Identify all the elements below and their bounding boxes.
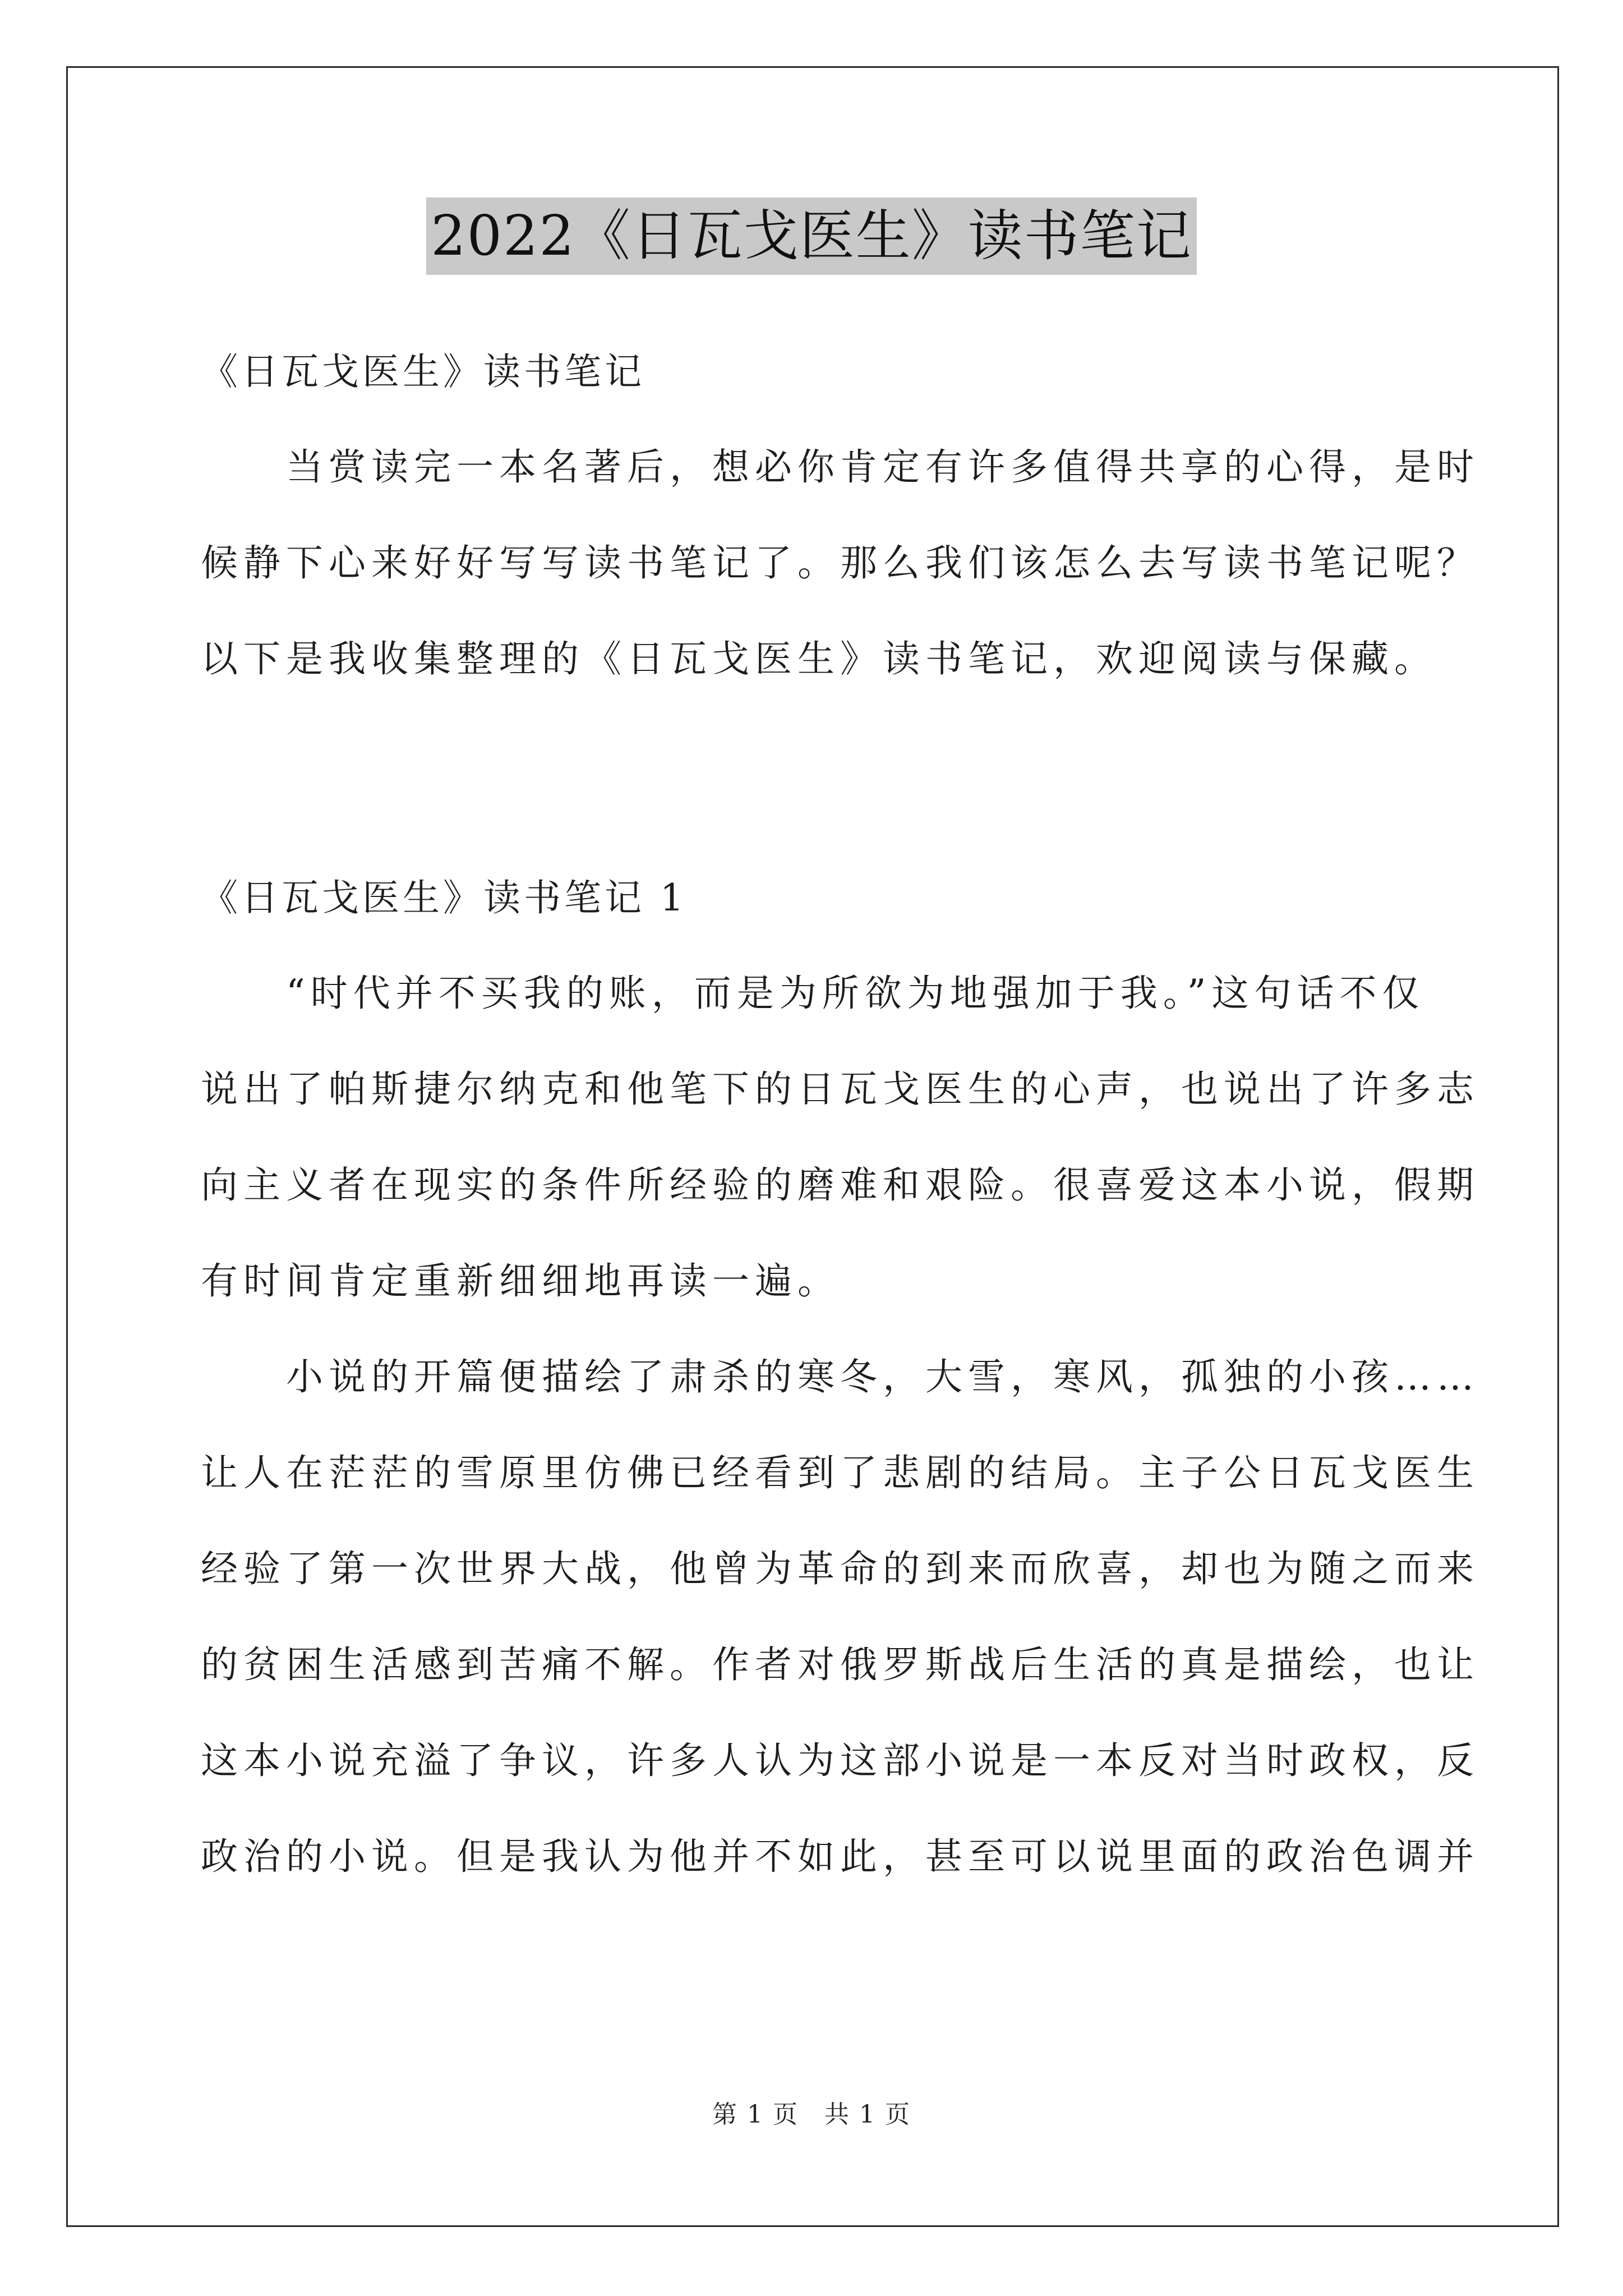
section-heading: 《日瓦戈医生》读书笔记 1 [201,876,687,919]
paragraph-line: 小说的开篇便描绘了肃杀的寒冬，大雪，寒风，孤独的小孩…… [201,1355,1479,1398]
intro-line: 以下是我收集整理的《日瓦戈医生》读书笔记，欢迎阅读与保藏。 [201,637,1437,680]
document-subtitle: 《日瓦戈医生》读书笔记 [201,350,645,393]
paragraph-line: 让人在茫茫的雪原里仿佛已经看到了悲剧的结局。主子公日瓦戈医生 [201,1451,1479,1494]
paragraph-line: 向主义者在现实的条件所经验的磨难和艰险。很喜爱这本小说，假期 [201,1163,1479,1207]
title-container [0,197,1623,275]
paragraph-line: 有时间肯定重新细细地再读一遍。 [201,1259,840,1303]
intro-paragraph [201,443,1479,683]
intro-line: 候静下心来好好写写读书笔记了。那么我们该怎么去写读书笔记呢？ [201,541,1479,585]
intro-line: 当赏读完一本名著后，想必你肯定有许多值得共享的心得，是时 [201,445,1479,489]
section1-paragraph2 [201,1353,1479,1881]
paragraph-line: 这本小说充溢了争议，许多人认为这部小说是一本反对当时政权，反 [201,1739,1479,1782]
paragraph-line: 经验了第一次世界大战，他曾为革命的到来而欣喜，却也为随之而来 [201,1547,1479,1590]
paragraph-line: 说出了帕斯捷尔纳克和他笔下的日瓦戈医生的心声，也说出了许多志 [201,1068,1479,1111]
paragraph-line: 政治的小说。但是我认为他并不如此，甚至可以说里面的政治色调并 [201,1835,1479,1878]
paragraph-line: “时代并不买我的账，而是为所欲为地强加于我。”这句话不仅 [201,972,1425,1015]
section1-paragraph1 [201,969,1479,1305]
paragraph-line: 的贫困生活感到苦痛不解。作者对俄罗斯战后生活的真是描绘，也让 [201,1643,1479,1686]
document-body [201,303,1479,1881]
page-footer: 第 1 页 共 1 页 [712,2100,911,2129]
document-title: 2022《日瓦戈医生》读书笔记 [426,197,1196,275]
